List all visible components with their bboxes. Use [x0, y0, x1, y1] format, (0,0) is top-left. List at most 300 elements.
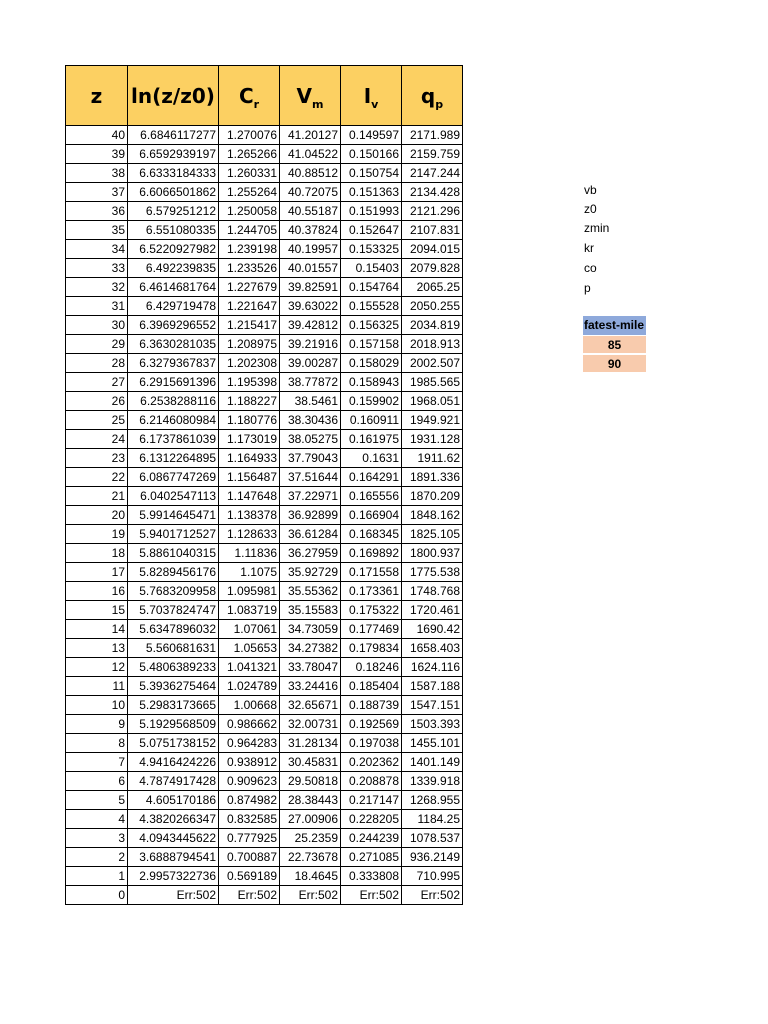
fastest-mile-header[interactable]: fatest-mile — [583, 316, 646, 335]
cell-vm[interactable]: 38.5461 — [280, 392, 341, 411]
cell-z[interactable]: 31 — [66, 297, 128, 316]
table-row — [66, 164, 463, 183]
cell-cr[interactable]: 1.221647 — [219, 297, 280, 316]
cell-qp[interactable]: 2079.828 — [402, 259, 463, 278]
cell-qp[interactable]: 1624.116 — [402, 658, 463, 677]
cell-cr[interactable]: 0.874982 — [219, 791, 280, 810]
cell-vm[interactable]: 25.2359 — [280, 829, 341, 848]
cell-qp[interactable]: 1949.921 — [402, 411, 463, 430]
cell-cr[interactable]: 1.138378 — [219, 506, 280, 525]
cell-qp[interactable]: 2018.913 — [402, 335, 463, 354]
cell-vm[interactable]: 36.61284 — [280, 525, 341, 544]
cell-iv[interactable]: 0.175322 — [341, 601, 402, 620]
table-row — [66, 658, 463, 677]
cell-iv[interactable]: 0.244239 — [341, 829, 402, 848]
cell-z[interactable]: 3 — [66, 829, 128, 848]
cell-z[interactable]: 38 — [66, 164, 128, 183]
cell-ln[interactable]: 5.9914645471 — [128, 506, 219, 525]
cell-ln[interactable]: 6.429719478 — [128, 297, 219, 316]
cell-vm[interactable]: 33.24416 — [280, 677, 341, 696]
cell-qp[interactable]: 2107.831 — [402, 221, 463, 240]
cell-z[interactable]: 37 — [66, 183, 128, 202]
cell-iv[interactable]: 0.164291 — [341, 468, 402, 487]
cell-cr[interactable]: 1.128633 — [219, 525, 280, 544]
cell-z[interactable]: 25 — [66, 411, 128, 430]
cell-cr[interactable]: 1.180776 — [219, 411, 280, 430]
cell-z[interactable]: 13 — [66, 639, 128, 658]
cell-cr[interactable]: Err:502 — [219, 886, 280, 905]
cell-ln[interactable]: 6.3279367837 — [128, 354, 219, 373]
cell-cr[interactable]: 1.147648 — [219, 487, 280, 506]
cell-z[interactable]: 20 — [66, 506, 128, 525]
cell-cr[interactable]: 1.265266 — [219, 145, 280, 164]
cell-cr[interactable]: 1.041321 — [219, 658, 280, 677]
cell-vm[interactable]: 40.37824 — [280, 221, 341, 240]
cell-qp[interactable]: 2159.759 — [402, 145, 463, 164]
cell-qp[interactable]: 1587.188 — [402, 677, 463, 696]
cell-cr[interactable]: 0.964283 — [219, 734, 280, 753]
cell-ln[interactable]: 4.605170186 — [128, 791, 219, 810]
cell-iv[interactable]: 0.152647 — [341, 221, 402, 240]
cell-qp[interactable]: 2121.296 — [402, 202, 463, 221]
table-row — [66, 753, 463, 772]
cell-cr[interactable]: 0.777925 — [219, 829, 280, 848]
cell-ln[interactable]: 5.6347896032 — [128, 620, 219, 639]
cell-z[interactable]: 6 — [66, 772, 128, 791]
cell-ln[interactable]: 6.0867747269 — [128, 468, 219, 487]
cell-cr[interactable]: 1.1075 — [219, 563, 280, 582]
table-row — [66, 126, 463, 145]
cell-iv[interactable]: 0.166904 — [341, 506, 402, 525]
cell-vm[interactable]: 28.38443 — [280, 791, 341, 810]
cell-cr[interactable]: 1.244705 — [219, 221, 280, 240]
cell-vm[interactable]: 32.00731 — [280, 715, 341, 734]
cell-iv[interactable]: 0.208878 — [341, 772, 402, 791]
cell-iv[interactable]: 0.156325 — [341, 316, 402, 335]
cell-z[interactable]: 27 — [66, 373, 128, 392]
cell-ln[interactable]: 5.9401712527 — [128, 525, 219, 544]
cell-qp[interactable]: 2050.255 — [402, 297, 463, 316]
cell-z[interactable]: 36 — [66, 202, 128, 221]
cell-iv[interactable]: 0.217147 — [341, 791, 402, 810]
cell-z[interactable]: 9 — [66, 715, 128, 734]
cell-vm[interactable]: Err:502 — [280, 886, 341, 905]
cell-vm[interactable]: 40.01557 — [280, 259, 341, 278]
cell-qp[interactable]: 1775.538 — [402, 563, 463, 582]
column-header-vm[interactable]: $V_m$ — [280, 66, 341, 126]
cell-ln[interactable]: 6.6592939197 — [128, 145, 219, 164]
table-row — [66, 696, 463, 715]
cell-vm[interactable]: 36.27959 — [280, 544, 341, 563]
cell-cr[interactable]: 1.024789 — [219, 677, 280, 696]
cell-iv[interactable]: 0.185404 — [341, 677, 402, 696]
cell-ln[interactable]: 6.1312264895 — [128, 449, 219, 468]
cell-z[interactable]: 4 — [66, 810, 128, 829]
table-row — [66, 810, 463, 829]
cell-ln[interactable]: 4.3820266347 — [128, 810, 219, 829]
table-row — [66, 772, 463, 791]
cell-ln[interactable]: 4.0943445622 — [128, 829, 219, 848]
cell-ln[interactable]: 6.579251212 — [128, 202, 219, 221]
cell-ln[interactable]: 6.2915691396 — [128, 373, 219, 392]
cell-vm[interactable]: 34.27382 — [280, 639, 341, 658]
cell-qp[interactable]: 2065.25 — [402, 278, 463, 297]
cell-qp[interactable]: 1968.051 — [402, 392, 463, 411]
table-row — [66, 449, 463, 468]
cell-cr[interactable]: 1.188227 — [219, 392, 280, 411]
cell-iv[interactable]: 0.228205 — [341, 810, 402, 829]
cell-z[interactable]: 21 — [66, 487, 128, 506]
table-row — [66, 297, 463, 316]
cell-z[interactable]: 35 — [66, 221, 128, 240]
cell-ln[interactable]: 6.1737861039 — [128, 430, 219, 449]
cell-iv[interactable]: 0.192569 — [341, 715, 402, 734]
cell-vm[interactable]: 18.4645 — [280, 867, 341, 886]
cell-ln[interactable]: Err:502 — [128, 886, 219, 905]
cell-cr[interactable]: 1.233526 — [219, 259, 280, 278]
cell-qp[interactable]: 936.2149 — [402, 848, 463, 867]
cell-cr[interactable]: 1.227679 — [219, 278, 280, 297]
table-row — [66, 601, 463, 620]
cell-cr[interactable]: 1.11836 — [219, 544, 280, 563]
cell-vm[interactable]: 39.82591 — [280, 278, 341, 297]
column-header-ln[interactable]: ln(z/z0) — [128, 66, 219, 126]
cell-cr[interactable]: 1.270076 — [219, 126, 280, 145]
label-p[interactable]: p — [584, 281, 591, 295]
cell-qp[interactable]: 2171.989 — [402, 126, 463, 145]
cell-iv[interactable]: 0.168345 — [341, 525, 402, 544]
cell-cr[interactable]: 1.208975 — [219, 335, 280, 354]
cell-vm[interactable]: 39.63022 — [280, 297, 341, 316]
cell-vm[interactable]: 35.15583 — [280, 601, 341, 620]
cell-vm[interactable]: 31.28134 — [280, 734, 341, 753]
cell-vm[interactable]: 40.55187 — [280, 202, 341, 221]
table-row — [66, 544, 463, 563]
cell-z[interactable]: 17 — [66, 563, 128, 582]
cell-ln[interactable]: 6.2146080984 — [128, 411, 219, 430]
cell-z[interactable]: 12 — [66, 658, 128, 677]
cell-ln[interactable]: 5.7683209958 — [128, 582, 219, 601]
column-header-cr[interactable]: $C_r$ — [219, 66, 280, 126]
cell-cr[interactable]: 1.00668 — [219, 696, 280, 715]
cell-iv[interactable]: 0.197038 — [341, 734, 402, 753]
cell-qp[interactable]: 1800.937 — [402, 544, 463, 563]
table-row — [66, 411, 463, 430]
cell-iv[interactable]: 0.1631 — [341, 449, 402, 468]
cell-ln[interactable]: 2.9957322736 — [128, 867, 219, 886]
cell-qp[interactable]: 1848.162 — [402, 506, 463, 525]
cell-qp[interactable]: 1985.565 — [402, 373, 463, 392]
cell-z[interactable]: 30 — [66, 316, 128, 335]
cell-iv[interactable]: 0.149597 — [341, 126, 402, 145]
cell-ln[interactable]: 5.7037824747 — [128, 601, 219, 620]
table-row — [66, 354, 463, 373]
cell-ln[interactable]: 6.492239835 — [128, 259, 219, 278]
table-row — [66, 563, 463, 582]
cell-vm[interactable]: 39.42812 — [280, 316, 341, 335]
cell-iv[interactable]: 0.171558 — [341, 563, 402, 582]
cell-vm[interactable]: 38.05275 — [280, 430, 341, 449]
table-row — [66, 183, 463, 202]
cell-z[interactable]: 19 — [66, 525, 128, 544]
cell-ln[interactable]: 5.3936275464 — [128, 677, 219, 696]
cell-vm[interactable]: 38.30436 — [280, 411, 341, 430]
cell-z[interactable]: 5 — [66, 791, 128, 810]
cell-qp[interactable]: 1184.25 — [402, 810, 463, 829]
cell-cr[interactable]: 0.938912 — [219, 753, 280, 772]
cell-cr[interactable]: 0.569189 — [219, 867, 280, 886]
cell-cr[interactable]: 1.195398 — [219, 373, 280, 392]
cell-iv[interactable]: 0.150166 — [341, 145, 402, 164]
cell-qp[interactable]: 2034.819 — [402, 316, 463, 335]
cell-vm[interactable]: 34.73059 — [280, 620, 341, 639]
cell-iv[interactable]: 0.158029 — [341, 354, 402, 373]
cell-iv[interactable]: 0.151363 — [341, 183, 402, 202]
cell-cr[interactable]: 0.986662 — [219, 715, 280, 734]
cell-qp[interactable]: 1503.393 — [402, 715, 463, 734]
cell-qp[interactable]: 1658.403 — [402, 639, 463, 658]
cell-vm[interactable]: 33.78047 — [280, 658, 341, 677]
cell-vm[interactable]: 36.92899 — [280, 506, 341, 525]
cell-iv[interactable]: 0.15403 — [341, 259, 402, 278]
cell-vm[interactable]: 39.00287 — [280, 354, 341, 373]
cell-cr[interactable]: 1.239198 — [219, 240, 280, 259]
table-row — [66, 886, 463, 905]
table-row — [66, 221, 463, 240]
label-zmin[interactable]: zmin — [584, 221, 610, 235]
cell-iv[interactable]: 0.161975 — [341, 430, 402, 449]
cell-z[interactable]: 16 — [66, 582, 128, 601]
cell-cr[interactable]: 1.250058 — [219, 202, 280, 221]
table-row — [66, 145, 463, 164]
table-row — [66, 240, 463, 259]
cell-ln[interactable]: 5.560681631 — [128, 639, 219, 658]
cell-vm[interactable]: 41.04522 — [280, 145, 341, 164]
table-row — [66, 468, 463, 487]
cell-z[interactable]: 32 — [66, 278, 128, 297]
cell-cr[interactable]: 1.156487 — [219, 468, 280, 487]
table-row — [66, 316, 463, 335]
table-row — [66, 620, 463, 639]
cell-iv[interactable]: 0.173361 — [341, 582, 402, 601]
cell-cr[interactable]: 1.164933 — [219, 449, 280, 468]
cell-vm[interactable]: 40.19957 — [280, 240, 341, 259]
cell-ln[interactable]: 3.6888794541 — [128, 848, 219, 867]
cell-ln[interactable]: 5.0751738152 — [128, 734, 219, 753]
cell-z[interactable]: 2 — [66, 848, 128, 867]
cell-qp[interactable]: 1339.918 — [402, 772, 463, 791]
cell-cr[interactable]: 1.202308 — [219, 354, 280, 373]
cell-vm[interactable]: 37.51644 — [280, 468, 341, 487]
cell-iv[interactable]: 0.179834 — [341, 639, 402, 658]
cell-z[interactable]: 15 — [66, 601, 128, 620]
label-co[interactable]: co — [584, 261, 597, 275]
cell-vm[interactable]: 22.73678 — [280, 848, 341, 867]
cell-z[interactable]: 14 — [66, 620, 128, 639]
cell-iv[interactable]: 0.333808 — [341, 867, 402, 886]
cell-qp[interactable]: 1720.461 — [402, 601, 463, 620]
cell-cr[interactable]: 0.832585 — [219, 810, 280, 829]
cell-qp[interactable]: Err:502 — [402, 886, 463, 905]
table-row — [66, 373, 463, 392]
cell-z[interactable]: 22 — [66, 468, 128, 487]
cell-qp[interactable]: 2147.244 — [402, 164, 463, 183]
cell-iv[interactable]: 0.151993 — [341, 202, 402, 221]
cell-ln[interactable]: 5.8861040315 — [128, 544, 219, 563]
cell-iv[interactable]: 0.150754 — [341, 164, 402, 183]
cell-iv[interactable]: 0.160911 — [341, 411, 402, 430]
cell-vm[interactable]: 35.92729 — [280, 563, 341, 582]
cell-qp[interactable]: 1931.128 — [402, 430, 463, 449]
cell-ln[interactable]: 6.3969296552 — [128, 316, 219, 335]
cell-cr[interactable]: 1.260331 — [219, 164, 280, 183]
cell-z[interactable]: 0 — [66, 886, 128, 905]
cell-vm[interactable]: 29.50818 — [280, 772, 341, 791]
cell-ln[interactable]: 6.6333184333 — [128, 164, 219, 183]
cell-iv[interactable]: 0.158943 — [341, 373, 402, 392]
cell-iv[interactable]: 0.154764 — [341, 278, 402, 297]
cell-vm[interactable]: 38.77872 — [280, 373, 341, 392]
cell-ln[interactable]: 6.2538288116 — [128, 392, 219, 411]
cell-qp[interactable]: 1825.105 — [402, 525, 463, 544]
table-row — [66, 677, 463, 696]
cell-z[interactable]: 8 — [66, 734, 128, 753]
cell-z[interactable]: 23 — [66, 449, 128, 468]
data-table — [65, 65, 463, 905]
cell-vm[interactable]: 35.55362 — [280, 582, 341, 601]
cell-qp[interactable]: 1547.151 — [402, 696, 463, 715]
cell-vm[interactable]: 30.45831 — [280, 753, 341, 772]
cell-qp[interactable]: 2002.507 — [402, 354, 463, 373]
cell-qp[interactable]: 1690.42 — [402, 620, 463, 639]
cell-iv[interactable]: 0.169892 — [341, 544, 402, 563]
cell-ln[interactable]: 6.6846117277 — [128, 126, 219, 145]
cell-ln[interactable]: 5.8289456176 — [128, 563, 219, 582]
cell-vm[interactable]: 40.72075 — [280, 183, 341, 202]
cell-z[interactable]: 28 — [66, 354, 128, 373]
cell-z[interactable]: 7 — [66, 753, 128, 772]
cell-ln[interactable]: 6.3630281035 — [128, 335, 219, 354]
cell-vm[interactable]: 37.22971 — [280, 487, 341, 506]
cell-iv[interactable]: 0.153325 — [341, 240, 402, 259]
cell-qp[interactable]: 1078.537 — [402, 829, 463, 848]
fastest-mile-value-90[interactable]: 90 — [583, 354, 646, 372]
cell-vm[interactable]: 32.65671 — [280, 696, 341, 715]
table-row — [66, 202, 463, 221]
cell-cr[interactable]: 1.07061 — [219, 620, 280, 639]
cell-ln[interactable]: 4.7874917428 — [128, 772, 219, 791]
cell-iv[interactable]: 0.188739 — [341, 696, 402, 715]
cell-iv[interactable]: 0.157158 — [341, 335, 402, 354]
cell-cr[interactable]: 1.173019 — [219, 430, 280, 449]
cell-cr[interactable]: 0.909623 — [219, 772, 280, 791]
column-header-z[interactable]: z — [66, 66, 128, 126]
cell-z[interactable]: 34 — [66, 240, 128, 259]
cell-qp[interactable]: 710.995 — [402, 867, 463, 886]
table-row — [66, 259, 463, 278]
cell-qp[interactable]: 1891.336 — [402, 468, 463, 487]
table-row — [66, 791, 463, 810]
cell-z[interactable]: 33 — [66, 259, 128, 278]
cell-ln[interactable]: 6.6066501862 — [128, 183, 219, 202]
cell-z[interactable]: 26 — [66, 392, 128, 411]
cell-iv[interactable]: 0.165556 — [341, 487, 402, 506]
cell-z[interactable]: 40 — [66, 126, 128, 145]
cell-ln[interactable]: 5.4806389233 — [128, 658, 219, 677]
cell-iv[interactable]: Err:502 — [341, 886, 402, 905]
cell-cr[interactable]: 1.255264 — [219, 183, 280, 202]
label-kr[interactable]: kr — [584, 241, 594, 255]
table-row — [66, 639, 463, 658]
cell-iv[interactable]: 0.177469 — [341, 620, 402, 639]
cell-cr[interactable]: 0.700887 — [219, 848, 280, 867]
cell-iv[interactable]: 0.155528 — [341, 297, 402, 316]
cell-ln[interactable]: 6.5220927982 — [128, 240, 219, 259]
cell-vm[interactable]: 37.79043 — [280, 449, 341, 468]
cell-qp[interactable]: 2094.015 — [402, 240, 463, 259]
cell-z[interactable]: 39 — [66, 145, 128, 164]
cell-vm[interactable]: 41.20127 — [280, 126, 341, 145]
cell-iv[interactable]: 0.18246 — [341, 658, 402, 677]
cell-qp[interactable]: 1268.955 — [402, 791, 463, 810]
table-row — [66, 487, 463, 506]
cell-qp[interactable]: 1870.209 — [402, 487, 463, 506]
cell-z[interactable]: 10 — [66, 696, 128, 715]
cell-z[interactable]: 24 — [66, 430, 128, 449]
label-vb[interactable]: vb — [584, 183, 597, 197]
column-header-qp[interactable]: $q_p$ — [402, 66, 463, 126]
cell-iv[interactable]: 0.271085 — [341, 848, 402, 867]
cell-qp[interactable]: 1401.149 — [402, 753, 463, 772]
table-row — [66, 829, 463, 848]
table-row — [66, 430, 463, 449]
cell-z[interactable]: 29 — [66, 335, 128, 354]
cell-z[interactable]: 11 — [66, 677, 128, 696]
cell-vm[interactable]: 27.00906 — [280, 810, 341, 829]
table-row — [66, 335, 463, 354]
cell-ln[interactable]: 6.551080335 — [128, 221, 219, 240]
cell-ln[interactable]: 4.9416424226 — [128, 753, 219, 772]
cell-iv[interactable]: 0.202362 — [341, 753, 402, 772]
cell-ln[interactable]: 6.0402547113 — [128, 487, 219, 506]
cell-cr[interactable]: 1.215417 — [219, 316, 280, 335]
cell-z[interactable]: 1 — [66, 867, 128, 886]
table-row — [66, 867, 463, 886]
cell-qp[interactable]: 2134.428 — [402, 183, 463, 202]
cell-qp[interactable]: 1455.101 — [402, 734, 463, 753]
header-row — [66, 66, 463, 126]
cell-cr[interactable]: 1.083719 — [219, 601, 280, 620]
cell-ln[interactable]: 5.2983173665 — [128, 696, 219, 715]
table-row — [66, 506, 463, 525]
cell-iv[interactable]: 0.159902 — [341, 392, 402, 411]
cell-vm[interactable]: 39.21916 — [280, 335, 341, 354]
cell-cr[interactable]: 1.095981 — [219, 582, 280, 601]
cell-vm[interactable]: 40.88512 — [280, 164, 341, 183]
cell-z[interactable]: 18 — [66, 544, 128, 563]
table-row — [66, 392, 463, 411]
fastest-mile-value-85[interactable]: 85 — [583, 335, 646, 353]
cell-qp[interactable]: 1748.768 — [402, 582, 463, 601]
label-z0[interactable]: z0 — [584, 202, 597, 216]
table-body — [66, 126, 463, 905]
cell-ln[interactable]: 6.4614681764 — [128, 278, 219, 297]
table-row — [66, 734, 463, 753]
cell-ln[interactable]: 5.1929568509 — [128, 715, 219, 734]
column-header-iv[interactable]: $I_v$ — [341, 66, 402, 126]
cell-qp[interactable]: 1911.62 — [402, 449, 463, 468]
cell-cr[interactable]: 1.05653 — [219, 639, 280, 658]
